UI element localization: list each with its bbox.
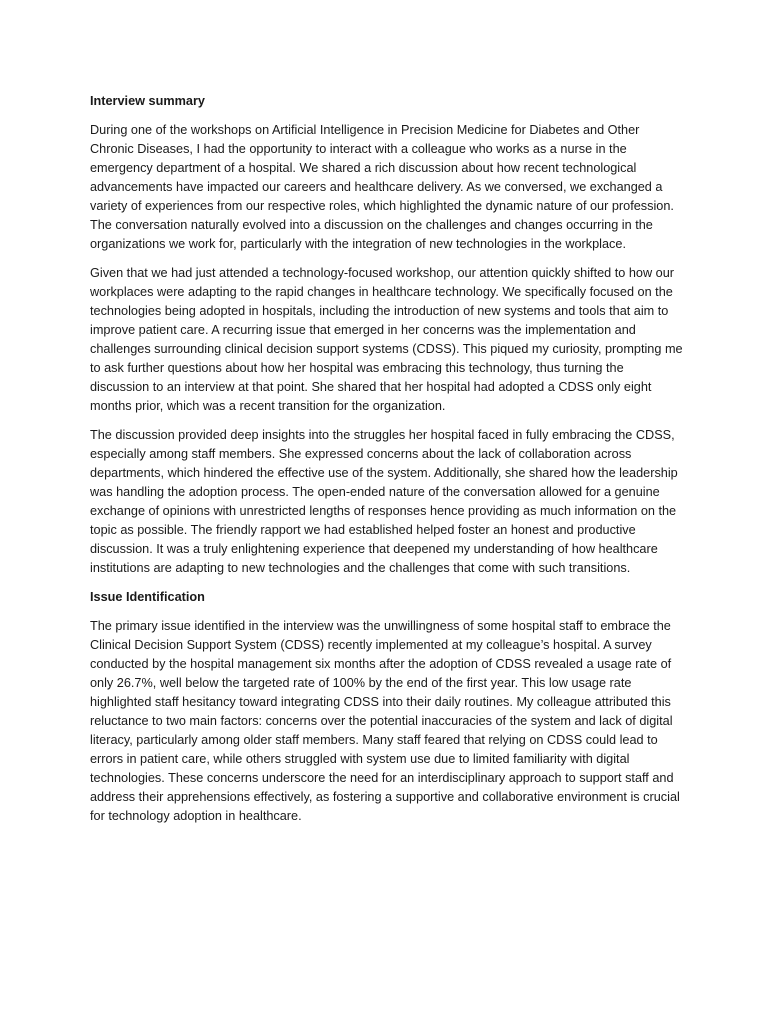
section-heading: Issue Identification <box>90 590 205 604</box>
section-issue-identification <box>90 588 686 826</box>
document-page <box>90 92 686 836</box>
paragraph: The primary issue identified in the interview was the unwillingness of some hospital staff to embrace the Clinical Decision Support System (CDSS) recently implemented at my colleague’s hospital. A survey conducted by the hospital management six months after the adoption of CDSS revealed a usage rate of only 26.7%, well below the targeted rate of 100% by the end of the first year. This low usage rate highlighted staff hesitancy toward integrating CDSS into their daily routines. My colleague attributed this reluctance to two main factors: concerns over the potential inaccuracies of the system and lack of digital literacy, particularly among older staff members. Many staff feared that relying on CDSS could lead to errors in patient care, while others struggled with system use due to limited familiarity with digital technologies. These concerns underscore the need for an interdisciplinary approach to support staff and address their apprehensions effectively, as fostering a supportive and collaborative environment is crucial for technology adoption in healthcare. <box>90 619 680 823</box>
paragraph: The discussion provided deep insights into the struggles her hospital faced in fully embracing the CDSS, especially among staff members. She expressed concerns about the lack of collaboration across departments, which hindered the effective use of the system. Additionally, she shared how the leadership was handling the adoption process. The open-ended nature of the conversation allowed for a genuine exchange of opinions with unrestricted lengths of responses hence providing as much information on the topic as possible. The friendly rapport we had established helped foster an honest and productive discussion. It was a truly enlightening experience that deepened my understanding of how healthcare institutions are adapting to new technologies and the challenges that come with such transitions. <box>90 428 678 575</box>
paragraph: During one of the workshops on Artificial Intelligence in Precision Medicine for Diabetes and Other Chronic Diseases, I had the opportunity to interact with a colleague who works as a nurse in the emergency department of a hospital. We shared a rich discussion about how recent technological advancements have impacted our careers and healthcare delivery. As we conversed, we exchanged a variety of experiences from our respective roles, which highlighted the dynamic nature of our profession. The conversation naturally evolved into a discussion on the challenges and changes occurring in the organizations we work for, particularly with the integration of new technologies in the workplace. <box>90 123 674 251</box>
paragraph: Given that we had just attended a technology-focused workshop, our attention quickly shifted to how our workplaces were adapting to the rapid changes in healthcare technology. We specifically focused on the technologies being adopted in hospitals, including the introduction of new systems and tools that aim to improve patient care. A recurring issue that emerged in her concerns was the implementation and challenges surrounding clinical decision support systems (CDSS). This piqued my curiosity, prompting me to ask further questions about how her hospital was embracing this technology, thus turning the discussion to an interview at that point. She shared that her hospital had adopted a CDSS only eight months prior, which was a recent transition for the organization. <box>90 266 683 413</box>
section-heading: Interview summary <box>90 94 205 108</box>
section-interview-summary <box>90 92 686 578</box>
